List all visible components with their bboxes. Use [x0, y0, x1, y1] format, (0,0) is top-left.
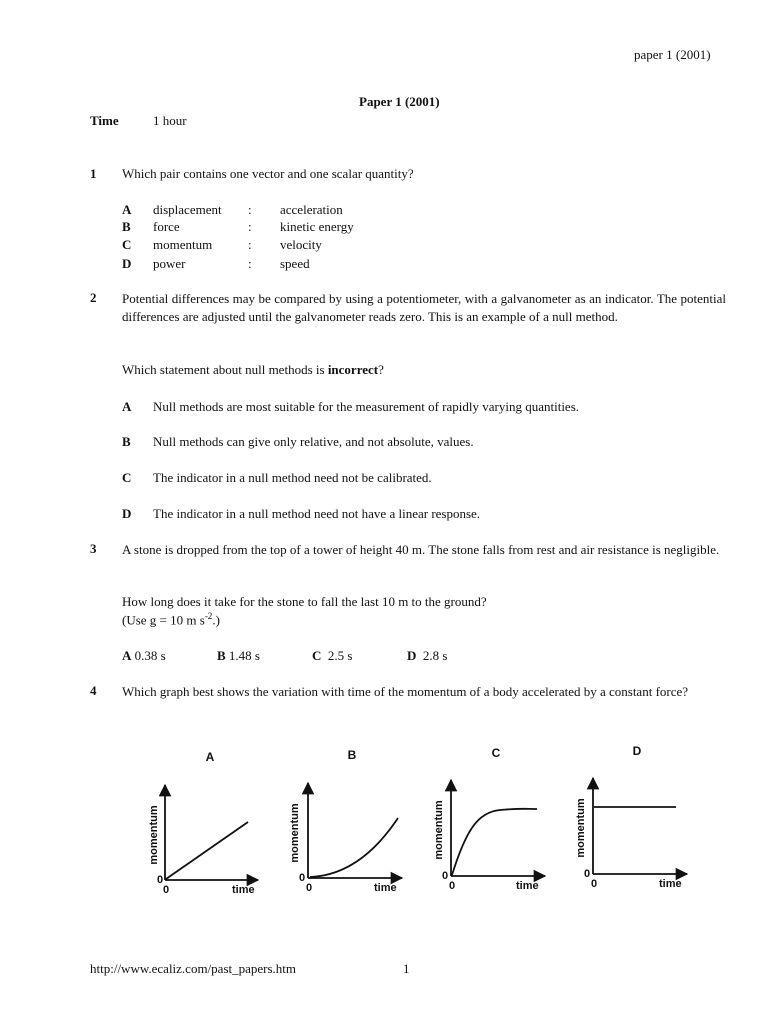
option-value: 2.8 s — [422, 648, 448, 663]
option-text: Null methods are most suitable for the measurement of rapidly varying quantities. — [153, 399, 580, 414]
option-value: 0.38 s — [134, 648, 166, 663]
question-3-intro: A stone is dropped from the top of a tower of height 40 m. The stone falls from rest and air resistance is negligible. — [122, 542, 720, 557]
question-2-stem-end: ? — [378, 362, 384, 377]
option-text: The indicator in a null method need not be calibrated. — [153, 470, 432, 485]
curve-saturating — [452, 809, 537, 875]
question-3-option-c — [312, 648, 352, 664]
question-2-stem — [122, 362, 384, 378]
option-quantity-2: velocity — [280, 237, 322, 252]
graph-letter: C — [491, 746, 501, 760]
option-quantity-1: displacement — [153, 202, 222, 217]
x-axis-label: time — [232, 884, 255, 896]
option-value: 1.48 s — [228, 648, 260, 663]
y-axis-label: momentum — [148, 805, 160, 865]
x-axis-label: time — [516, 880, 539, 892]
option-quantity-2: acceleration — [280, 202, 343, 217]
option-separator: : — [248, 219, 252, 234]
option-text: Null methods can give only relative, and not absolute, values. — [153, 434, 474, 449]
x-axis-label: time — [374, 882, 397, 894]
graph-a — [148, 750, 258, 896]
hint-exponent: -2 — [204, 611, 213, 621]
option-letter: B — [122, 434, 131, 449]
x-zero-label: 0 — [591, 878, 598, 890]
running-header: paper 1 (2001) — [634, 47, 711, 62]
question-4-text: Which graph best shows the variation with time of the momentum of a body accelerated by a constant force? — [122, 684, 689, 699]
time-label: Time — [90, 113, 119, 128]
option-separator: : — [248, 237, 252, 252]
y-axis-label: momentum — [433, 800, 445, 860]
x-zero-label: 0 — [306, 882, 313, 894]
y-axis-label: momentum — [289, 803, 301, 863]
momentum-graphs — [0, 740, 768, 910]
graph-letter: B — [347, 748, 357, 762]
curve-line — [166, 822, 248, 879]
origin-label: 0 — [157, 874, 164, 886]
question-1-number: 1 — [90, 166, 97, 181]
option-letter: C — [122, 237, 132, 252]
hint-text: (Use g = 10 m s — [122, 612, 205, 628]
origin-label: 0 — [584, 868, 591, 880]
question-3-hint — [122, 611, 220, 628]
option-quantity-1: force — [153, 219, 180, 234]
graph-b — [289, 748, 402, 894]
option-quantity-1: power — [153, 256, 186, 271]
option-letter: A — [122, 399, 132, 414]
question-2-number: 2 — [90, 290, 97, 305]
question-3-option-d — [407, 648, 447, 664]
question-3-option-a — [122, 648, 166, 664]
origin-label: 0 — [442, 870, 449, 882]
option-letter: D — [407, 648, 417, 663]
graph-letter: D — [632, 744, 642, 758]
option-quantity-1: momentum — [153, 237, 213, 252]
option-separator: : — [248, 256, 252, 271]
question-3-number: 3 — [90, 541, 97, 556]
page-number: 1 — [403, 961, 410, 976]
x-axis-label: time — [659, 878, 682, 890]
origin-label: 0 — [299, 872, 306, 884]
option-letter: A — [122, 202, 132, 217]
option-letter: D — [122, 256, 132, 271]
y-axis-label: momentum — [575, 798, 587, 858]
option-letter: C — [122, 470, 132, 485]
option-letter: B — [122, 219, 131, 234]
option-letter: C — [312, 648, 322, 663]
option-letter: D — [122, 506, 132, 521]
option-separator: : — [248, 202, 252, 217]
x-zero-label: 0 — [163, 884, 170, 896]
option-quantity-2: speed — [280, 256, 310, 271]
graph-d — [575, 744, 687, 890]
question-3-option-b — [217, 648, 260, 664]
question-1-text: Which pair contains one vector and one scalar quantity? — [122, 166, 414, 181]
question-2-stem-text: Which statement about null methods is — [122, 362, 328, 377]
x-zero-label: 0 — [449, 880, 456, 892]
graph-letter: A — [205, 750, 215, 764]
question-2-emphasis: incorrect — [327, 362, 379, 377]
graph-c — [433, 746, 545, 892]
question-2-intro: Potential differences may be compared by using a potentiometer, with a galvanometer as an indicator. The potential differences are adjusted until the galvanometer reads zero. This is an example of a null method. — [122, 291, 726, 324]
question-3-stem: How long does it take for the stone to fall the last 10 m to the ground? — [122, 594, 487, 609]
time-value: 1 hour — [153, 113, 187, 128]
option-text: The indicator in a null method need not have a linear response. — [153, 506, 481, 521]
footer-url: http://www.ecaliz.com/past_papers.htm — [90, 961, 297, 976]
hint-end: .) — [212, 612, 220, 628]
question-4-number: 4 — [90, 683, 97, 698]
option-letter: B — [217, 648, 226, 663]
option-letter: A — [122, 648, 132, 663]
curve-parabola — [310, 818, 398, 877]
option-value: 2.5 s — [327, 648, 353, 663]
page-title: Paper 1 (2001) — [359, 94, 440, 109]
option-quantity-2: kinetic energy — [280, 219, 354, 234]
